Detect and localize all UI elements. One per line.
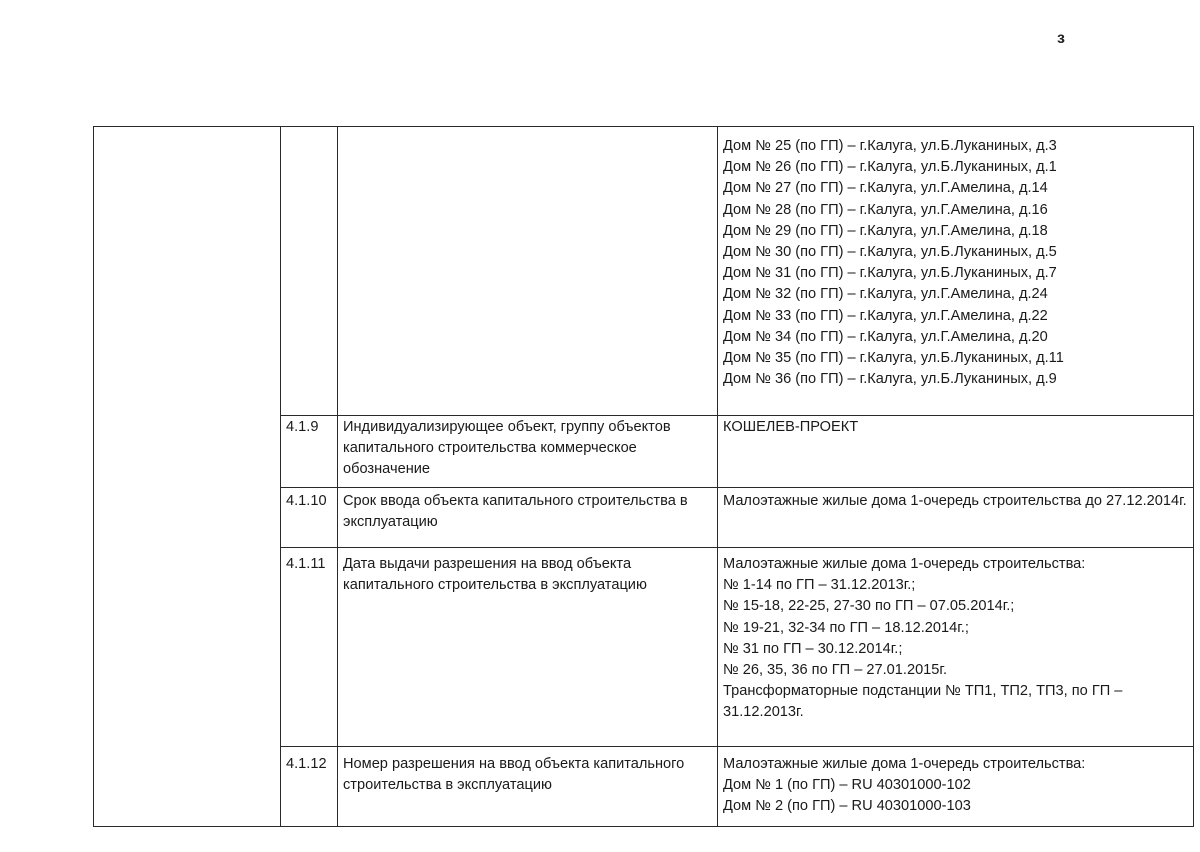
value-line: Дом № 1 (по ГП) – RU 40301000-102 — [723, 777, 971, 794]
row-value-cell — [718, 416, 1194, 488]
table-row-addresses — [94, 127, 1194, 416]
value-line: № 31 по ГП – 30.12.2014г.; — [723, 640, 903, 657]
address-line: Дом № 29 (по ГП) – г.Калуга, ул.Г.Амелина, д.18 — [723, 222, 1048, 239]
info-table — [93, 126, 1194, 827]
row-number-cell: 4.1.12 — [281, 747, 338, 827]
address-line: Дом № 30 (по ГП) – г.Калуга, ул.Б.Луканиных, д.5 — [723, 244, 1057, 261]
row-number-cell — [281, 127, 338, 416]
value-line: № 19-21, 32-34 по ГП – 18.12.2014г.; — [723, 619, 969, 636]
value-line: № 1-14 по ГП – 31.12.2013г.; — [723, 577, 916, 594]
page-mark: з — [1057, 30, 1065, 47]
row-label-cell: Индивидуализирующее объект, группу объектов капитального строительства коммерческое обозначение — [338, 416, 718, 488]
row-label-cell: Срок ввода объекта капитального строительства в эксплуатацию — [338, 488, 718, 548]
row-number-cell: 4.1.11 — [281, 548, 338, 747]
value-line: Дом № 2 (по ГП) – RU 40301000-103 — [723, 798, 971, 815]
value-line: Трансформаторные подстанции № ТП1, ТП2, ТП3, по ГП – 31.12.2013г. — [723, 683, 1123, 721]
blank-left-column — [94, 127, 281, 827]
address-line: Дом № 31 (по ГП) – г.Калуга, ул.Б.Луканиных, д.7 — [723, 265, 1057, 282]
row-label-cell — [338, 127, 718, 416]
row-value-cell — [718, 548, 1194, 747]
row-number-cell: 4.1.9 — [281, 416, 338, 488]
address-line: Дом № 36 (по ГП) – г.Калуга, ул.Б.Луканиных, д.9 — [723, 371, 1057, 388]
value-line: Малоэтажные жилые дома 1-очередь строительства: — [723, 756, 1086, 772]
value-line: Малоэтажные жилые дома 1-очередь строительства до 27.12.2014г. — [723, 493, 1187, 509]
value-line: Малоэтажные жилые дома 1-очередь строительства: — [723, 556, 1086, 572]
value-line: № 26, 35, 36 по ГП – 27.01.2015г. — [723, 662, 948, 679]
address-line: Дом № 35 (по ГП) – г.Калуга, ул.Б.Луканиных, д.11 — [723, 350, 1064, 367]
row-label-cell: Дата выдачи разрешения на ввод объекта капитального строительства в эксплуатацию — [338, 548, 718, 747]
row-value-cell — [718, 747, 1194, 827]
address-line: Дом № 28 (по ГП) – г.Калуга, ул.Г.Амелина, д.16 — [723, 201, 1048, 218]
address-line: Дом № 27 (по ГП) – г.Калуга, ул.Г.Амелина, д.14 — [723, 180, 1048, 197]
address-line: Дом № 33 (по ГП) – г.Калуга, ул.Г.Амелина, д.22 — [723, 307, 1048, 324]
address-line: Дом № 25 (по ГП) – г.Калуга, ул.Б.Луканиных, д.3 — [723, 138, 1057, 154]
row-label-cell: Номер разрешения на ввод объекта капитального строительства в эксплуатацию — [338, 747, 718, 827]
value-line: № 15-18, 22-25, 27-30 по ГП – 07.05.2014г.; — [723, 598, 1015, 615]
row-number-cell: 4.1.10 — [281, 488, 338, 548]
address-line: Дом № 34 (по ГП) – г.Калуга, ул.Г.Амелина, д.20 — [723, 328, 1048, 345]
value-line: КОШЕЛЕВ-ПРОЕКТ — [723, 419, 859, 435]
address-line: Дом № 32 (по ГП) – г.Калуга, ул.Г.Амелина, д.24 — [723, 286, 1048, 303]
address-line: Дом № 26 (по ГП) – г.Калуга, ул.Б.Луканиных, д.1 — [723, 159, 1057, 176]
row-value-cell — [718, 488, 1194, 548]
address-list-cell — [718, 127, 1194, 416]
